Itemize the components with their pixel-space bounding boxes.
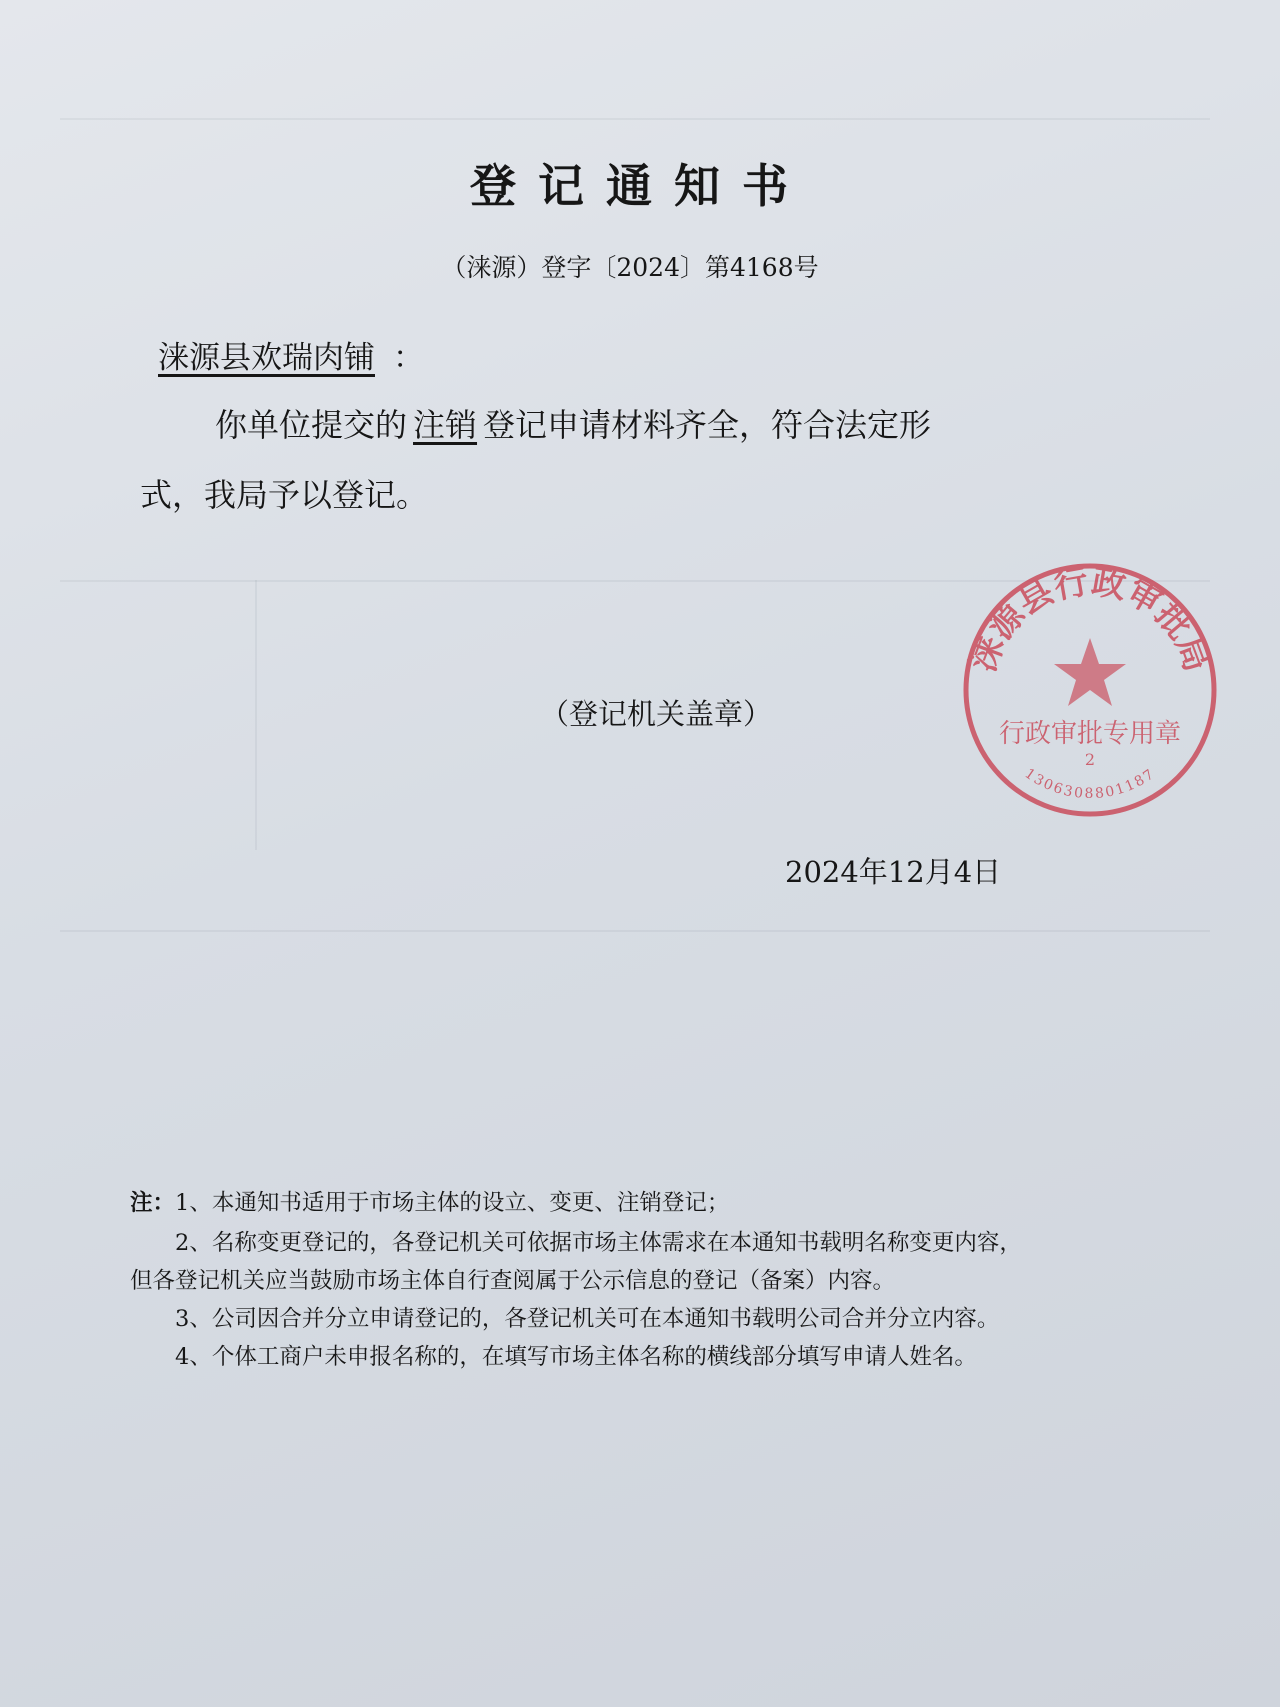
svg-text:1306308801187: [1022, 766, 1159, 802]
seal-center-text: 行政审批专用章: [998, 719, 1182, 749]
bleed-through-line: [60, 118, 1210, 120]
note-text: 1、本通知书适用于市场主体的设立、变更、注销登记；: [175, 1190, 730, 1216]
official-seal: [960, 560, 1220, 820]
seal-label: （登记机关盖章）: [540, 697, 773, 731]
note-4: 4、个体工商户未申报名称的，在填写市场主体名称的横线部分填写申请人姓名。: [175, 1344, 977, 1370]
document-number: （涞源）登字〔2024〕第4168号: [441, 253, 819, 282]
seal-ring-text: 涞源县行政审批局: [963, 561, 1217, 677]
addressee-name: 涞源县欢瑞肉铺: [158, 340, 375, 376]
addressee-suffix: ：: [393, 340, 424, 376]
body-line-1: [215, 400, 931, 446]
body-line-2: 式，我局予以登记。: [140, 476, 429, 514]
document-title: 登记通知书: [470, 159, 810, 213]
addressee: [140, 332, 424, 377]
note-2-cont: 但各登记机关应当鼓励市场主体自行查阅属于公示信息的登记（备案）内容。: [130, 1268, 896, 1294]
bleed-through-line: [60, 930, 1210, 932]
seal-code: 1306308801187: [1021, 765, 1159, 802]
bleed-through-line: [255, 580, 257, 850]
registration-type: 注销: [413, 406, 478, 444]
seal-serial: 2: [1084, 750, 1096, 769]
body-prefix: 你单位提交的: [215, 406, 408, 444]
note-label: 注：: [130, 1190, 176, 1216]
note-2: 2、名称变更登记的，各登记机关可依据市场主体需求在本通知书载明名称变更内容，: [175, 1230, 1022, 1256]
note-3: 3、公司因合并分立申请登记的，各登记机关可在本通知书载明公司合并分立内容。: [175, 1306, 1000, 1332]
body-suffix: 登记申请材料齐全，符合法定形: [483, 406, 932, 444]
issue-date: 2024年12月4日: [785, 855, 1002, 889]
star-icon: [1054, 638, 1126, 706]
note-1: [130, 1185, 729, 1217]
